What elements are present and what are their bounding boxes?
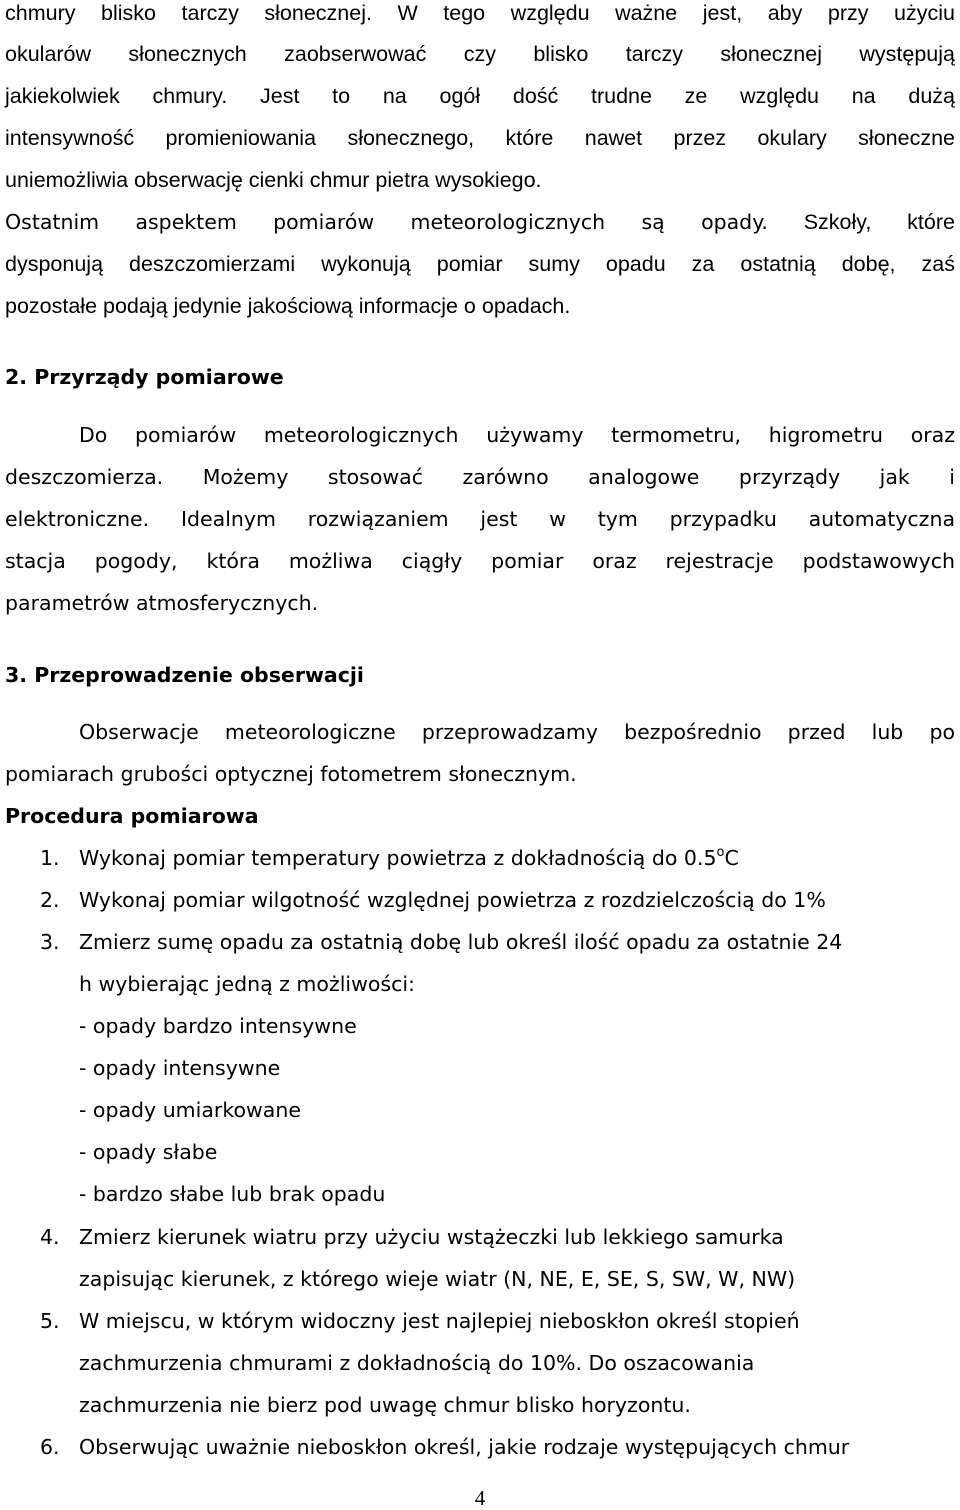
list-item-option: - opady bardzo intensywne (79, 1014, 357, 1038)
intro-line: jakiekolwiek chmury. Jest to na ogół dość trudne ze względu na dużą (5, 84, 955, 108)
page-number: 4 (474, 1486, 486, 1510)
procedure-heading: Procedura pomiarowa (5, 804, 259, 828)
list-item-text: zapisując kierunek, z którego wieje wiatr (N, NE, E, SE, S, SW, W, NW) (79, 1267, 796, 1291)
list-item-text: Zmierz sumę opadu za ostatnią dobę lub określ ilość opadu za ostatnie 24 (79, 930, 843, 954)
precip-line (5, 209, 955, 235)
list-item-option: - bardzo słabe lub brak opadu (79, 1182, 386, 1206)
section2-line: stacja pogody, która możliwa ciągły pomiar oraz rejestracje podstawowych (5, 549, 955, 573)
section2-line: parametrów atmosferycznych. (5, 591, 319, 615)
list-item (79, 845, 739, 871)
list-item-text: Obserwując uważnie nieboskłon określ, jakie rodzaje występujących chmur (79, 1435, 850, 1459)
list-item-number: 2. (40, 888, 60, 912)
list-item-text: Zmierz kierunek wiatru przy użyciu wstążeczki lub lekkiego samurka (79, 1225, 784, 1249)
list-item-option: - opady umiarkowane (79, 1098, 301, 1122)
section3-line: pomiarach grubości optycznej fotometrem słonecznym. (5, 762, 577, 786)
section2-line: Do pomiarów meteorologicznych używamy termometru, higrometru oraz (79, 423, 955, 447)
list-item-text: Wykonaj pomiar temperatury powietrza z dokładnością do 0.5 (79, 846, 717, 870)
intro-line: intensywność promieniowania słonecznego, które nawet przez okulary słoneczne (5, 126, 955, 150)
list-item-option: - opady słabe (79, 1140, 218, 1164)
precip-line-part: Ostatnim aspektem pomiarów meteorologicznych są opady. (5, 210, 768, 234)
list-item-number: 4. (40, 1225, 60, 1249)
section-heading: 2. Przyrządy pomiarowe (5, 365, 284, 389)
intro-line: chmury blisko tarczy słonecznej. W tego względu ważne jest, aby przy użyciu (5, 1, 955, 25)
list-item-text: Wykonaj pomiar wilgotność względnej powietrza z rozdzielczością do 1% (79, 888, 826, 912)
intro-line: uniemożliwia obserwację cienki chmur pietra wysokiego. (5, 168, 542, 192)
section3-line: Obserwacje meteorologiczne przeprowadzamy bezpośrednio przed lub po (79, 720, 955, 744)
section-heading: 3. Przeprowadzenie obserwacji (5, 663, 364, 687)
list-item-number: 5. (40, 1309, 60, 1333)
section2-line: deszczomierza. Możemy stosować zarówno analogowe przyrządy jak i (5, 465, 955, 489)
precip-line: pozostałe podają jedynie jakościową informacje o opadach. (5, 294, 571, 318)
precip-line: dysponują deszczomierzami wykonują pomiar sumy opadu za ostatnią dobę, zaś (5, 252, 955, 276)
list-item-number: 6. (40, 1435, 60, 1459)
precip-line-part: Szkoły, które (767, 210, 955, 234)
section2-line: elektroniczne. Idealnym rozwiązaniem jest w tym przypadku automatyczna (5, 507, 955, 531)
list-item-option: - opady intensywne (79, 1056, 281, 1080)
list-item-text: h wybierając jedną z możliwości: (79, 972, 415, 996)
degree-superscript: o (716, 845, 725, 860)
list-item-number: 1. (40, 846, 60, 870)
list-item-text: zachmurzenia chmurami z dokładnością do 10%. Do oszacowania (79, 1351, 755, 1375)
list-item-text: zachmurzenia nie bierz pod uwagę chmur blisko horyzontu. (79, 1393, 691, 1417)
intro-line: okularów słonecznych zaobserwować czy blisko tarczy słonecznej występują (5, 42, 955, 66)
list-item-number: 3. (40, 930, 60, 954)
list-item-text: C (724, 846, 739, 870)
list-item-text: W miejscu, w którym widoczny jest najlepiej nieboskłon określ stopień (79, 1309, 800, 1333)
